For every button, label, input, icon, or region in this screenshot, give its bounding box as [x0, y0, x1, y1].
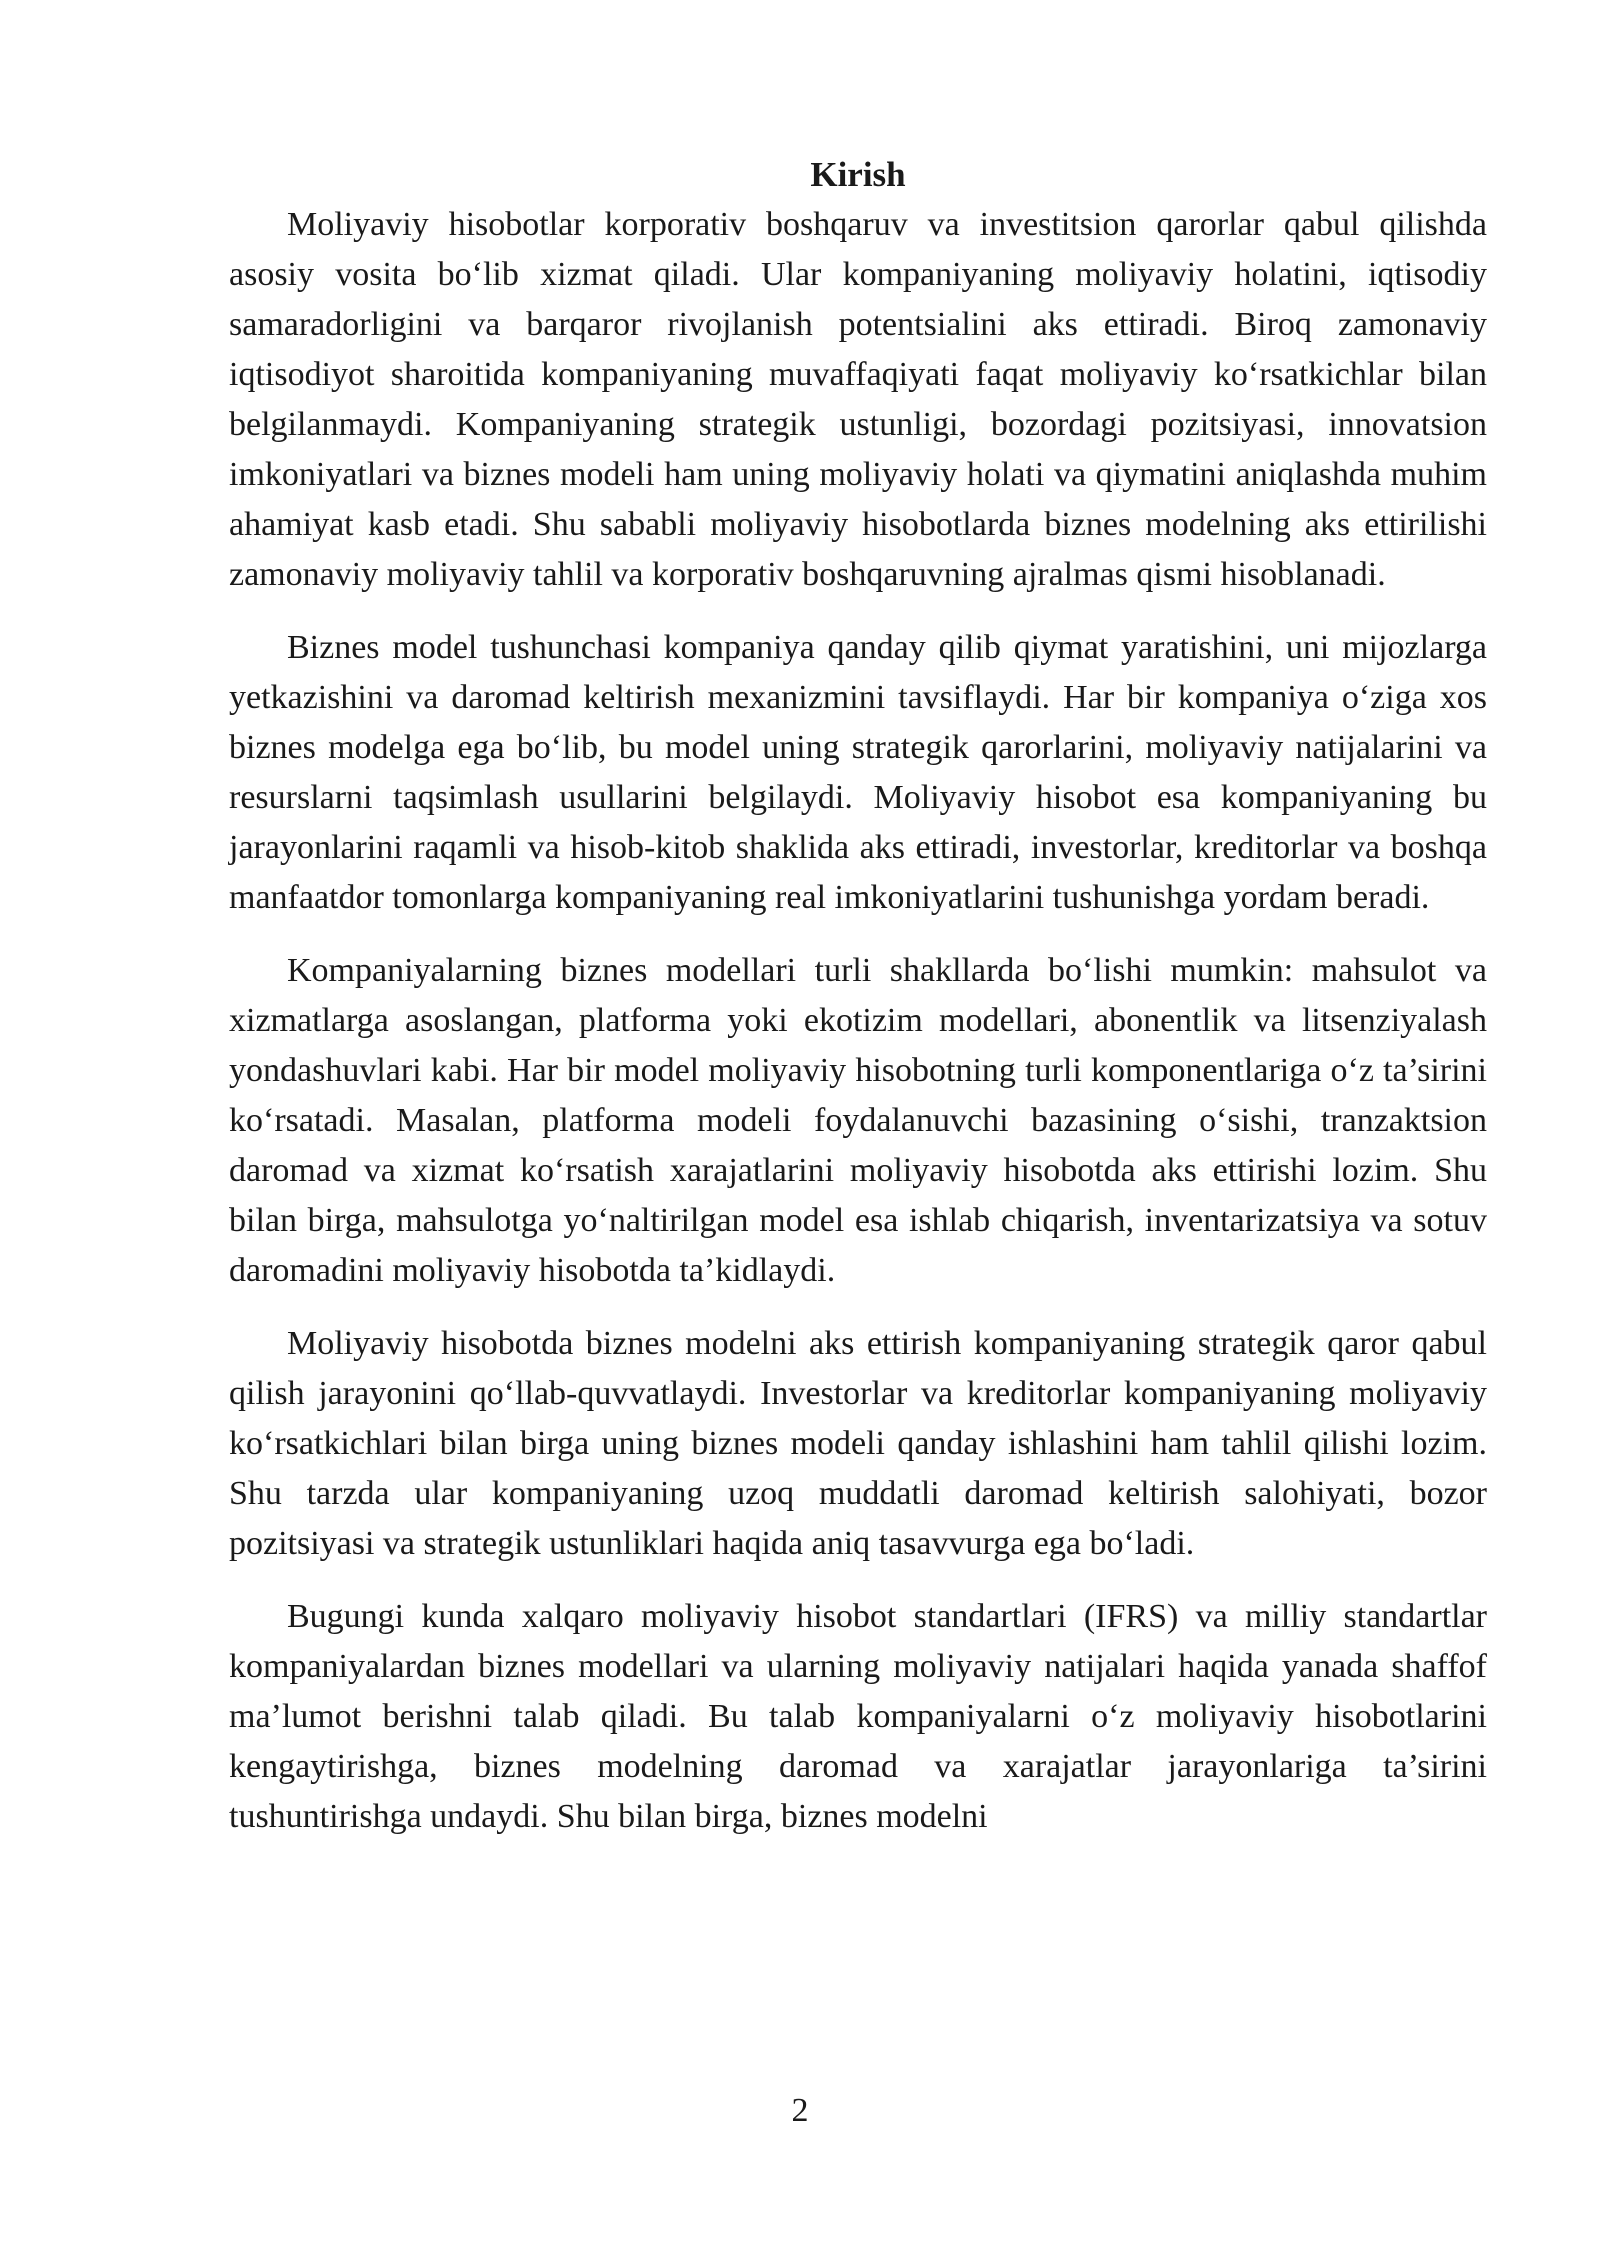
paragraph-1: Moliyaviy hisobotlar korporativ boshqaruv va investitsion qarorlar qabul qilishda asosiy vosita bo‘lib xizmat qiladi. Ular kompaniyaning moliyaviy holatini, iqtisodiy samaradorligini va barqaror rivojlanish potentsialini aks ettiradi. Biroq zamonaviy iqtisodiyot sharoitida kompaniyaning muvaffaqiyati faqat moliyaviy ko‘rsatkichlar bilan belgilanmaydi. Kompaniyaning strategik ustunligi, bozordagi pozitsiyasi, innovatsion imkoniyatlari va biznes modeli ham uning moliyaviy holati va qiymatini aniqlashda muhim ahamiyat kasb etadi. Shu sababli moliyaviy hisobotlarda biznes modelning aks ettirilishi zamonaviy moliyaviy tahlil va korporativ boshqaruvning ajralmas qismi hisoblanadi. [229, 206, 1487, 593]
paragraph-3: Kompaniyalarning biznes modellari turli shakllarda bo‘lishi mumkin: mahsulot va xizmatlarga asoslangan, platforma yoki ekotizim modellari, abonentlik va litsenziyalash yondashuvlari kabi. Har bir model moliyaviy hisobotning turli komponentlariga o‘z ta’sirini ko‘rsatadi. Masalan, platforma modeli foydalanuvchi bazasining o‘sishi, tranzaktsion daromad va xizmat ko‘rsatish xarajatlarini moliyaviy hisobotda aks ettirishi lozim. Shu bilan birga, mahsulotga yo‘naltirilgan model esa ishlab chiqarish, inventarizatsiya va sotuv daromadini moliyaviy hisobotda ta’kidlaydi. [229, 952, 1487, 1289]
section-heading: Kirish [810, 155, 906, 194]
paragraph-2: Biznes model tushunchasi kompaniya qanday qilib qiymat yaratishini, uni mijozlarga yetkazishini va daromad keltirish mexanizmini tavsiflaydi. Har bir kompaniya o‘ziga xos biznes modelga ega bo‘lib, bu model uning strategik qarorlarini, moliyaviy natijalarini va resurslarni taqsimlash usullarini belgilaydi. Moliyaviy hisobot esa kompaniyaning bu jarayonlarini raqamli va hisob-kitob shaklida aks ettiradi, investorlar, kreditorlar va boshqa manfaatdor tomonlarga kompaniyaning real imkoniyatlarini tushunishga yordam beradi. [229, 629, 1487, 916]
paragraph-5: Bugungi kunda xalqaro moliyaviy hisobot standartlari (IFRS) va milliy standartlar kompaniyalardan biznes modellari va ularning moliyaviy natijalari haqida yanada shaffof ma’lumot berishni talab qiladi. Bu talab kompaniyalarni o‘z moliyaviy hisobotlarini kengaytirishga, biznes modelning daromad va xarajatlar jarayonlariga ta’sirini tushuntirishga undaydi. Shu bilan birga, biznes modelni [229, 1598, 1487, 1835]
paragraph-4: Moliyaviy hisobotda biznes modelni aks ettirish kompaniyaning strategik qaror qabul qilish jarayonini qo‘llab-quvvatlaydi. Investorlar va kreditorlar kompaniyaning moliyaviy ko‘rsatkichlari bilan birga uning biznes modeli qanday ishlashini ham tahlil qilishi lozim. Shu tarzda ular kompaniyaning uzoq muddatli daromad keltirish salohiyati, bozor pozitsiyasi va strategik ustunliklari haqida aniq tasavvurga ega bo‘ladi. [229, 1325, 1487, 1562]
page-number: 2 [791, 2092, 809, 2129]
page-body [229, 150, 1487, 1865]
